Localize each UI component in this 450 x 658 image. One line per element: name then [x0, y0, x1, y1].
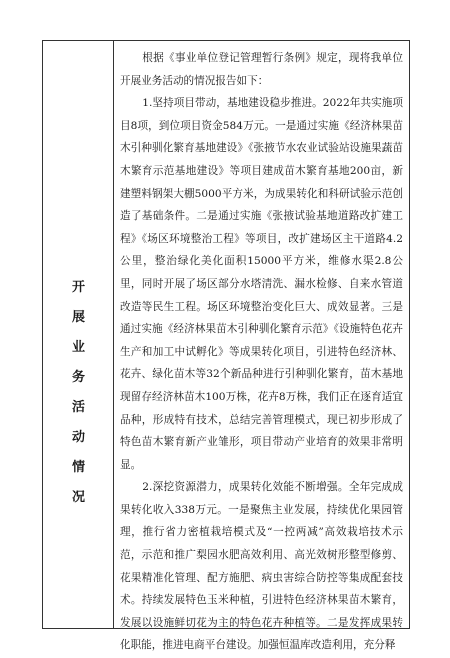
section-title-vertical [43, 273, 114, 513]
section-title-char: 展 [71, 310, 85, 325]
section-title-char: 活 [71, 400, 85, 415]
section-title-char: 开 [71, 280, 85, 295]
section-title-char: 务 [71, 370, 85, 385]
section-title-char: 动 [71, 430, 85, 445]
report-table [42, 40, 410, 652]
section-title-char: 况 [71, 490, 85, 505]
section-title-char: 业 [71, 340, 85, 355]
section-label-cell [43, 41, 114, 628]
body-paragraph-1: 1.坚持项目带动，基地建设稳步推进。2022年共实施项目8项，到位项目资金584万元。一是通过实施《经济林果苗木引种驯化繁育基地建设》《张掖节水农业试验站设施果蔬苗木繁育示范基地建设》等项目建成苗木繁育基地200亩，新建塑料钢架大棚5000平方米，为成果转化和科研试验示范创造了基础条件。二是通过实施《张掖试验基地道路改扩建工程》《场区环境整治工程》等项目，改扩建场区主干道路4.2公里，整治绿化美化面积15000平方米，维修水渠2.8公里，同时开展了场区部分水塔清洗、漏水检修、自来水管道改造等民生工程。场区环境整治变化巨大、成效显著。三是通过实施《经济林果苗木引种驯化繁育示范》《设施特色花卉生产和加工中试孵化》等成果转化项目，引进特色经济林、花卉、绿化苗木等32个新品种进行引种驯化繁育，苗木基地现留存经济林苗木100万株，花卉8万株，我们正在逐育适宜品种，形成特有技术，总结完善管理模式，现已初步形成了特色苗木繁育新产业雏形，项目带动产业培育的效果非常明显。 [120, 97, 403, 471]
section-title-char: 情 [71, 460, 85, 475]
section-content-cell [114, 41, 409, 652]
body-paragraph-2: 2.深挖资源潜力，成果转化效能不断增强。全年完成成果转化收入338万元。一是聚焦主业发展，持续优化果园管理，推行省力密植栽培模式及“一控两减”高效栽培技术示范，示范和推广梨园水肥高效利用、高光效树形整型修剪、花果精准化管理、配方施肥、病虫害综合防控等集成配套技术。持续发展特色玉米种植，引进特色经济林果苗木繁育，发展以设施鲜切花为主的特色花卉种植等。二是发挥成果转化职能，推进电商平台建设。加强恒温库改造利用，充分释 [120, 481, 403, 652]
intro-paragraph: 根据《事业单位登记管理暂行条例》规定，现将我单位开展业务活动的情况报告如下： [120, 52, 403, 87]
